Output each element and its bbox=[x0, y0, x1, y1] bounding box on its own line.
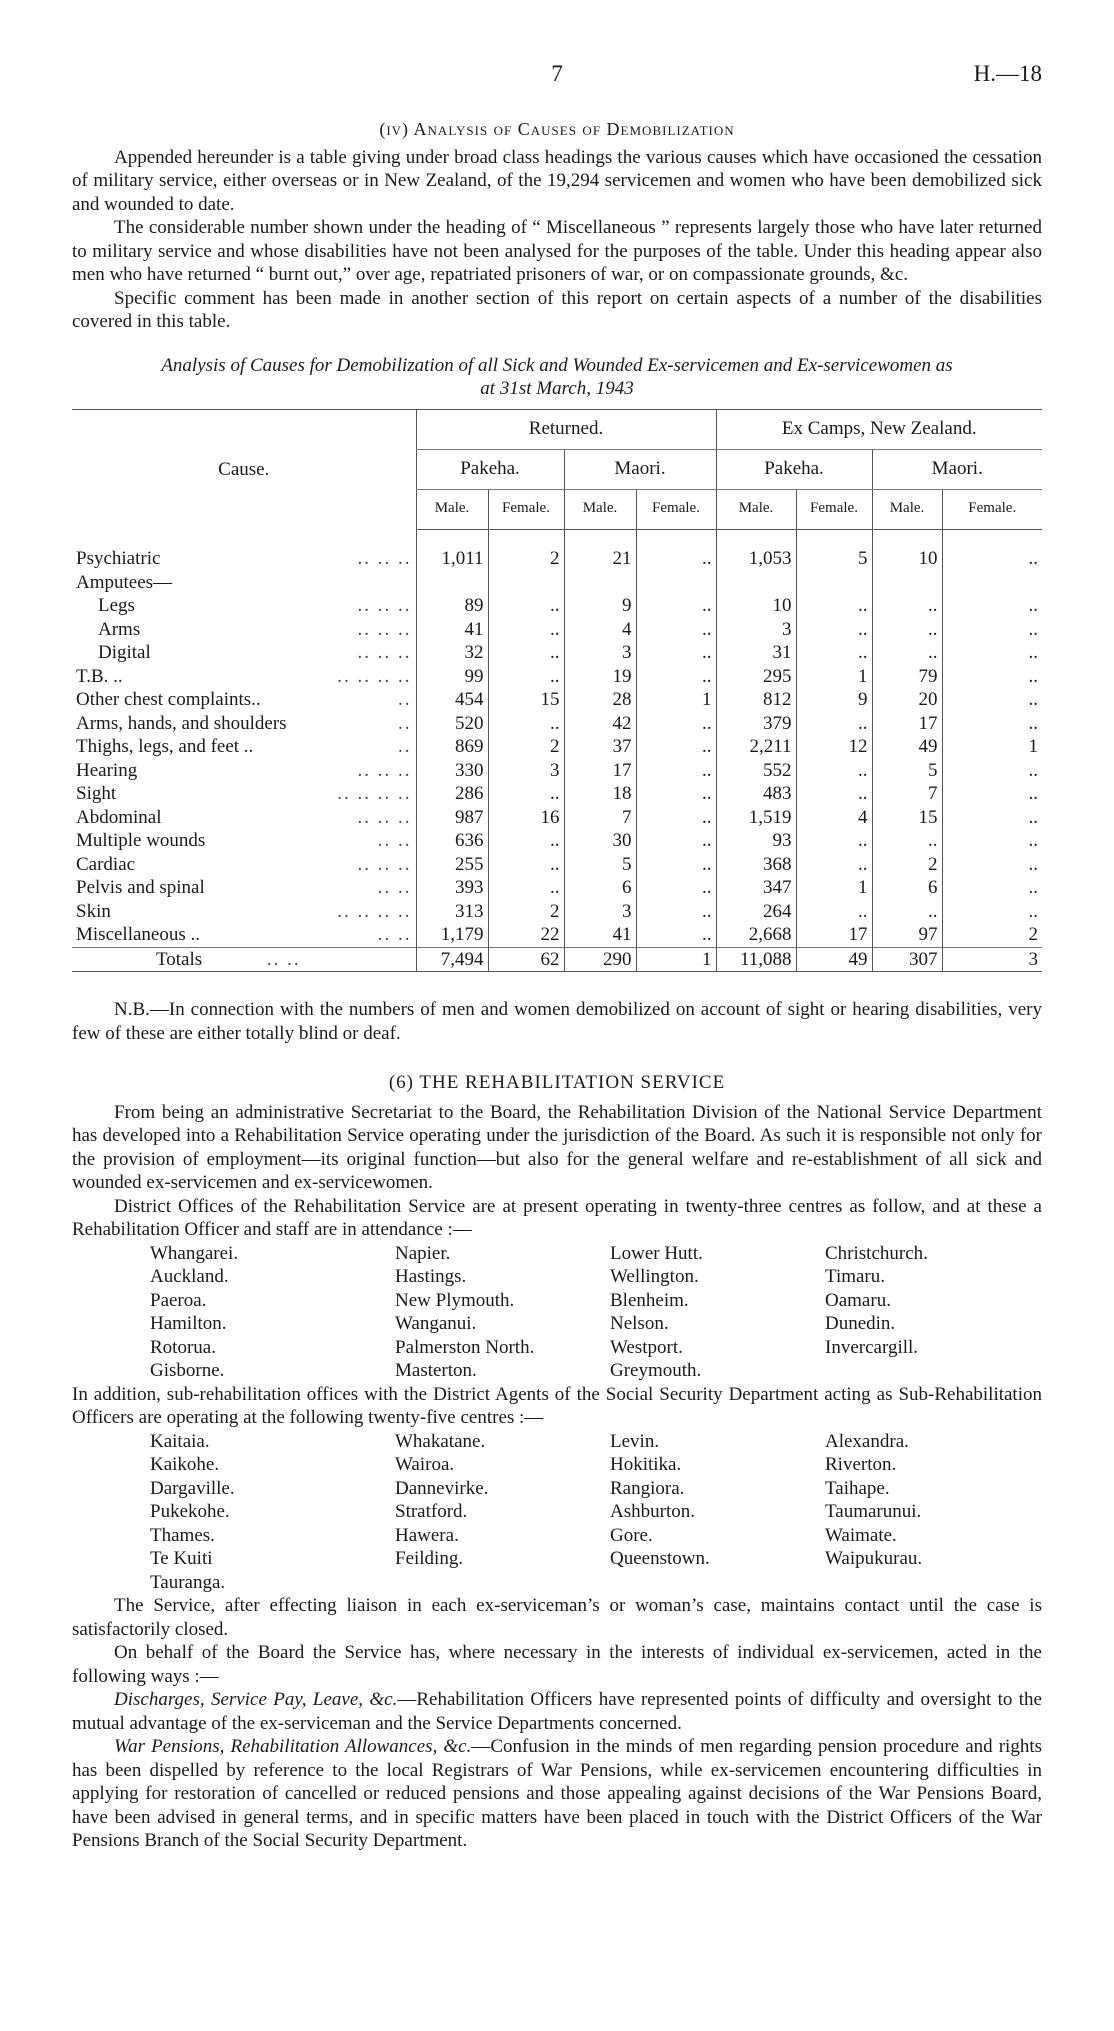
district-centres-list bbox=[150, 1242, 1042, 1383]
value-cell bbox=[416, 571, 488, 595]
value-cell: .. bbox=[796, 759, 872, 783]
centre-name: Te Kuiti bbox=[150, 1548, 213, 1569]
value-cell: .. bbox=[942, 759, 1042, 783]
value-cell: .. bbox=[488, 876, 564, 900]
value-cell: 2,211 bbox=[716, 735, 796, 759]
cause-cell: Miscellaneous .. .. .. bbox=[76, 924, 412, 945]
value-cell: .. bbox=[872, 618, 942, 642]
value-cell: 18 bbox=[564, 782, 636, 806]
paragraph: In addition, sub-rehabilitation offices with the District Agents of the Social Security Department acting as Sub-Rehabilitation Officers are operating at the following twenty-five centres :— bbox=[72, 1383, 1042, 1428]
value-cell: 17 bbox=[796, 923, 872, 947]
value-cell: .. bbox=[796, 900, 872, 924]
centre-name: Nelson. bbox=[610, 1313, 669, 1334]
value-cell: 286 bbox=[416, 782, 488, 806]
centre-name bbox=[610, 1571, 825, 1595]
centre-name: Kaitaia. bbox=[150, 1430, 210, 1452]
value-cell: 97 bbox=[872, 923, 942, 947]
paragraph-lead: Discharges, Service Pay, Leave, &c. bbox=[114, 1689, 398, 1710]
centre-name bbox=[825, 1571, 1025, 1595]
centre-name: Gore. bbox=[610, 1524, 653, 1546]
col-female-header: Female. bbox=[488, 489, 564, 529]
col-male-header: Male. bbox=[564, 489, 636, 529]
centre-name: Palmerston North. bbox=[395, 1336, 535, 1358]
value-cell: .. bbox=[942, 900, 1042, 924]
value-cell: .. bbox=[636, 782, 716, 806]
centre-name bbox=[825, 1359, 1025, 1383]
centre-name: Waipukurau. bbox=[825, 1548, 923, 1569]
value-cell: .. bbox=[942, 712, 1042, 736]
value-cell: 9 bbox=[564, 594, 636, 618]
cause-cell: Multiple wounds .. .. bbox=[76, 830, 412, 851]
table-row bbox=[72, 923, 1042, 947]
centre-name: Taumarunui. bbox=[825, 1501, 922, 1522]
paragraph: Discharges, Service Pay, Leave, &c.—Rehabilitation Officers have represented points of difficulty and oversight to the mutual advantage of the ex-serviceman and the Service Departments concerned. bbox=[72, 1689, 1042, 1734]
value-cell: .. bbox=[942, 853, 1042, 877]
table-row bbox=[72, 900, 1042, 924]
table-row bbox=[72, 876, 1042, 900]
table-row bbox=[72, 712, 1042, 736]
value-cell: .. bbox=[796, 641, 872, 665]
paragraph: On behalf of the Board the Service has, where necessary in the interests of individual ex-servicemen, acted in the following ways :— bbox=[72, 1642, 1042, 1687]
table-row bbox=[72, 688, 1042, 712]
centre-name: Levin. bbox=[610, 1430, 660, 1452]
value-cell: 4 bbox=[564, 618, 636, 642]
value-cell: 1,053 bbox=[716, 547, 796, 571]
value-cell: 3 bbox=[564, 900, 636, 924]
value-cell bbox=[636, 571, 716, 595]
paragraph: War Pensions, Rehabilitation Allowances, &c.—Confusion in the minds of men regarding pension procedure and rights has been dispelled by reference to the local Registrars of War Pensions, while ex-servicemen encountering difficulties in applying for restoration of cancelled or reduced pensions and those appealing against decisions of the War Pensions Board, have been advised in general terms, and in specific matters have been placed in touch with the District Officers of the War Pensions Branch of the Social Security Department. bbox=[72, 1736, 1042, 1851]
centre-name: New Plymouth. bbox=[395, 1289, 515, 1311]
cause-cell: Sight .. .. .. .. bbox=[76, 783, 412, 804]
value-cell: 15 bbox=[872, 806, 942, 830]
value-cell: 379 bbox=[716, 712, 796, 736]
centre-name bbox=[395, 1571, 610, 1595]
value-cell bbox=[716, 571, 796, 595]
centre-name: Dargaville. bbox=[150, 1477, 235, 1499]
value-cell: 89 bbox=[416, 594, 488, 618]
value-cell: 3 bbox=[564, 641, 636, 665]
value-cell: 41 bbox=[564, 923, 636, 947]
table-row bbox=[72, 829, 1042, 853]
cause-cell: Skin .. .. .. .. bbox=[76, 900, 412, 922]
value-cell: .. bbox=[636, 665, 716, 689]
table-row bbox=[72, 759, 1042, 783]
value-cell: 552 bbox=[716, 759, 796, 783]
value-cell: 3 bbox=[488, 759, 564, 783]
value-cell: .. bbox=[942, 665, 1042, 689]
cause-cell: Legs .. .. .. bbox=[98, 595, 412, 616]
paragraph: The Service, after effecting liaison in each ex-serviceman’s or woman’s case, maintains contact until the case is satisfactorily closed. bbox=[72, 1595, 1042, 1640]
centre-name: Dannevirke. bbox=[395, 1477, 489, 1499]
value-cell: .. bbox=[488, 782, 564, 806]
value-cell bbox=[872, 571, 942, 595]
value-cell: 295 bbox=[716, 665, 796, 689]
value-cell: 9 bbox=[796, 688, 872, 712]
value-cell: .. bbox=[488, 853, 564, 877]
value-cell: .. bbox=[796, 618, 872, 642]
centre-name: Auckland. bbox=[150, 1266, 229, 1287]
value-cell: .. bbox=[636, 876, 716, 900]
centre-name: Wellington. bbox=[610, 1266, 699, 1287]
value-cell: 636 bbox=[416, 829, 488, 853]
centre-name: Riverton. bbox=[825, 1454, 897, 1475]
value-cell: 330 bbox=[416, 759, 488, 783]
rehab-section-title: (6) THE REHABILITATION SERVICE bbox=[388, 1072, 726, 1093]
cause-header: Cause. bbox=[218, 458, 270, 480]
value-cell: 255 bbox=[416, 853, 488, 877]
centre-name: Paeroa. bbox=[150, 1289, 207, 1311]
table-row bbox=[72, 806, 1042, 830]
col-female-header: Female. bbox=[636, 489, 716, 529]
value-cell: 20 bbox=[872, 688, 942, 712]
totals-row: Totals .. .. 7,494 62 290 1 11,088 49 307 3 bbox=[72, 947, 1042, 972]
centre-name: Dunedin. bbox=[825, 1313, 896, 1334]
value-cell: .. bbox=[796, 712, 872, 736]
centre-name: Oamaru. bbox=[825, 1289, 891, 1311]
value-cell: 2 bbox=[488, 735, 564, 759]
value-cell: 1,179 bbox=[416, 923, 488, 947]
value-cell: .. bbox=[636, 923, 716, 947]
centre-name: Rotorua. bbox=[150, 1336, 216, 1358]
centre-name: Christchurch. bbox=[825, 1242, 928, 1264]
value-cell: 12 bbox=[796, 735, 872, 759]
value-cell: 21 bbox=[564, 547, 636, 571]
paragraph: The considerable number shown under the heading of “ Miscellaneous ” represents largely those who have later returned to military service and whose disabilities have not been analysed for the purposes of the table. Under this heading appear also men who have returned “ burnt out,” over age, repatriated prisoners of war, or on compassionate grounds, &c. bbox=[72, 217, 1042, 285]
returned-pakeha-header: Pakeha. bbox=[416, 449, 564, 489]
value-cell: 454 bbox=[416, 688, 488, 712]
value-cell: .. bbox=[636, 547, 716, 571]
document-reference: H.—18 bbox=[973, 61, 1042, 86]
value-cell: 42 bbox=[564, 712, 636, 736]
value-cell: .. bbox=[796, 594, 872, 618]
totals-cell: 11,088 bbox=[716, 947, 796, 972]
value-cell: .. bbox=[942, 688, 1042, 712]
col-male-header: Male. bbox=[416, 489, 488, 529]
value-cell: 41 bbox=[416, 618, 488, 642]
totals-cell: 290 bbox=[564, 947, 636, 972]
centre-name: Tauranga. bbox=[150, 1571, 226, 1593]
centre-name: Alexandra. bbox=[825, 1430, 909, 1452]
value-cell: 2 bbox=[488, 900, 564, 924]
value-cell: 483 bbox=[716, 782, 796, 806]
value-cell: 93 bbox=[716, 829, 796, 853]
value-cell: 5 bbox=[796, 547, 872, 571]
value-cell: 869 bbox=[416, 735, 488, 759]
totals-cell: 1 bbox=[636, 947, 716, 972]
value-cell: .. bbox=[636, 900, 716, 924]
centre-name: Masterton. bbox=[395, 1360, 477, 1381]
value-cell: 5 bbox=[564, 853, 636, 877]
table-body bbox=[72, 547, 1042, 947]
cause-cell: Digital .. .. .. bbox=[98, 642, 412, 663]
value-cell: 1 bbox=[636, 688, 716, 712]
value-cell: 3 bbox=[716, 618, 796, 642]
value-cell: 15 bbox=[488, 688, 564, 712]
value-cell: 32 bbox=[416, 641, 488, 665]
value-cell: .. bbox=[872, 829, 942, 853]
returned-maori-header: Maori. bbox=[564, 449, 716, 489]
table-caption: Analysis of Causes for Demobilization of all Sick and Wounded Ex-servicemen and Ex-servicewomen as at 31st March, 1943 bbox=[161, 354, 953, 399]
page-header bbox=[72, 62, 1042, 92]
centre-name: Wanganui. bbox=[395, 1313, 477, 1334]
value-cell bbox=[796, 571, 872, 595]
value-cell: .. bbox=[796, 829, 872, 853]
value-cell: 313 bbox=[416, 900, 488, 924]
group-camps-header: Ex Camps, New Zealand. bbox=[716, 409, 1042, 449]
centre-name: Invercargill. bbox=[825, 1336, 919, 1358]
table-row bbox=[72, 594, 1042, 618]
value-cell: 393 bbox=[416, 876, 488, 900]
centre-name: Greymouth. bbox=[610, 1360, 702, 1381]
centre-name: Stratford. bbox=[395, 1501, 468, 1522]
centre-name: Gisborne. bbox=[150, 1360, 225, 1381]
section-title: (iv) Analysis of Causes of Demobilization bbox=[379, 119, 735, 139]
centre-name: Feilding. bbox=[395, 1548, 464, 1569]
totals-cell: 62 bbox=[488, 947, 564, 972]
cause-cell: Other chest complaints.. .. bbox=[76, 689, 412, 710]
value-cell: .. bbox=[872, 900, 942, 924]
totals-cell: 7,494 bbox=[416, 947, 488, 972]
cause-cell: Abdominal .. .. .. bbox=[76, 806, 412, 828]
col-male-header: Male. bbox=[716, 489, 796, 529]
value-cell: 79 bbox=[872, 665, 942, 689]
value-cell: 1,519 bbox=[716, 806, 796, 830]
value-cell: 2 bbox=[872, 853, 942, 877]
value-cell: .. bbox=[636, 806, 716, 830]
paragraph: From being an administrative Secretariat to the Board, the Rehabilitation Division of the National Service Department has developed into a Rehabilitation Service operating under the jurisdiction of the Board. As such it is responsible not only for the provision of employment—its original function—but also for the general welfare and re-establishment of all sick and wounded ex-servicemen and ex-servicewomen. bbox=[72, 1101, 1042, 1193]
centre-name: Blenheim. bbox=[610, 1289, 689, 1311]
value-cell: 5 bbox=[872, 759, 942, 783]
centre-name: Pukekohe. bbox=[150, 1501, 230, 1522]
table-row bbox=[72, 571, 1042, 595]
demobilization-table bbox=[72, 409, 1042, 973]
centre-name: Hamilton. bbox=[150, 1313, 227, 1334]
value-cell: 30 bbox=[564, 829, 636, 853]
value-cell: 264 bbox=[716, 900, 796, 924]
centre-name: Napier. bbox=[395, 1242, 451, 1264]
value-cell: .. bbox=[636, 853, 716, 877]
centre-name: Whakatane. bbox=[395, 1430, 486, 1452]
value-cell: .. bbox=[942, 876, 1042, 900]
value-cell bbox=[942, 571, 1042, 595]
value-cell: 37 bbox=[564, 735, 636, 759]
value-cell: .. bbox=[872, 594, 942, 618]
value-cell bbox=[488, 571, 564, 595]
cause-cell: Arms .. .. .. bbox=[98, 618, 412, 640]
value-cell: 6 bbox=[564, 876, 636, 900]
page-body bbox=[72, 118, 1042, 1853]
centre-name: Westport. bbox=[610, 1336, 683, 1358]
centre-name: Lower Hutt. bbox=[610, 1242, 703, 1264]
value-cell: .. bbox=[636, 618, 716, 642]
value-cell: 987 bbox=[416, 806, 488, 830]
value-cell: 2 bbox=[488, 547, 564, 571]
value-cell: .. bbox=[636, 829, 716, 853]
cause-cell: Thighs, legs, and feet .. .. bbox=[76, 736, 412, 757]
value-cell: 2,668 bbox=[716, 923, 796, 947]
value-cell: 1 bbox=[796, 665, 872, 689]
value-cell: 31 bbox=[716, 641, 796, 665]
value-cell: 347 bbox=[716, 876, 796, 900]
paragraph: Specific comment has been made in another section of this report on certain aspects of a number of the disabilities covered in this table. bbox=[72, 287, 1042, 332]
centre-name: Waimate. bbox=[825, 1524, 897, 1546]
value-cell: 1,011 bbox=[416, 547, 488, 571]
value-cell: .. bbox=[942, 618, 1042, 642]
table-row bbox=[72, 665, 1042, 689]
value-cell: .. bbox=[636, 594, 716, 618]
value-cell: .. bbox=[942, 806, 1042, 830]
col-female-header: Female. bbox=[796, 489, 872, 529]
value-cell: 7 bbox=[872, 782, 942, 806]
value-cell: .. bbox=[942, 547, 1042, 571]
value-cell: 1 bbox=[942, 735, 1042, 759]
value-cell: 520 bbox=[416, 712, 488, 736]
col-male-header: Male. bbox=[872, 489, 942, 529]
nb-note: N.B.—In connection with the numbers of men and women demobilized on account of sight or hearing disabilities, very few of these are either totally blind or deaf. bbox=[72, 999, 1042, 1044]
value-cell: .. bbox=[942, 641, 1042, 665]
group-returned-header: Returned. bbox=[416, 409, 716, 449]
centre-name: Thames. bbox=[150, 1524, 215, 1546]
value-cell: 1 bbox=[796, 876, 872, 900]
centre-name: Kaikohe. bbox=[150, 1454, 220, 1475]
value-cell: .. bbox=[636, 712, 716, 736]
paragraph-lead: War Pensions, Rehabilitation Allowances, &c. bbox=[114, 1736, 472, 1757]
value-cell: 49 bbox=[872, 735, 942, 759]
value-cell: 17 bbox=[564, 759, 636, 783]
table-row bbox=[72, 641, 1042, 665]
value-cell: 2 bbox=[942, 923, 1042, 947]
value-cell: 99 bbox=[416, 665, 488, 689]
value-cell: 4 bbox=[796, 806, 872, 830]
value-cell: 16 bbox=[488, 806, 564, 830]
table-row bbox=[72, 735, 1042, 759]
camps-pakeha-header: Pakeha. bbox=[716, 449, 872, 489]
table-row bbox=[72, 853, 1042, 877]
value-cell: .. bbox=[796, 853, 872, 877]
value-cell: 28 bbox=[564, 688, 636, 712]
value-cell: .. bbox=[872, 641, 942, 665]
value-cell: .. bbox=[636, 735, 716, 759]
value-cell: 19 bbox=[564, 665, 636, 689]
cause-cell: Arms, hands, and shoulders .. bbox=[76, 712, 412, 734]
paragraph: District Offices of the Rehabilitation Service are at present operating in twenty-three centres as follow, and at these a Rehabilitation Officer and staff are in attendance :— bbox=[72, 1195, 1042, 1240]
centre-name: Hastings. bbox=[395, 1266, 467, 1287]
totals-cell: 49 bbox=[796, 947, 872, 972]
value-cell: .. bbox=[942, 782, 1042, 806]
centre-name: Whangarei. bbox=[150, 1242, 239, 1264]
totals-label: Totals bbox=[156, 948, 203, 970]
col-female-header: Female. bbox=[942, 489, 1042, 529]
cause-cell: Cardiac .. .. .. bbox=[76, 853, 412, 875]
cause-cell: Hearing .. .. .. bbox=[76, 759, 412, 781]
camps-maori-header: Maori. bbox=[872, 449, 1042, 489]
centre-name: Hawera. bbox=[395, 1524, 459, 1546]
value-cell bbox=[564, 571, 636, 595]
value-cell: .. bbox=[488, 712, 564, 736]
value-cell: 10 bbox=[872, 547, 942, 571]
totals-cell: 3 bbox=[942, 947, 1042, 972]
value-cell: 812 bbox=[716, 688, 796, 712]
value-cell: 7 bbox=[564, 806, 636, 830]
paragraph: Appended hereunder is a table giving under broad class headings the various causes which have occasioned the cessation of military service, either overseas or in New Zealand, of the 19,294 servicemen and women who have been demobilized sick and wounded to date. bbox=[72, 146, 1042, 215]
cause-cell: Amputees— bbox=[76, 571, 173, 593]
value-cell: 17 bbox=[872, 712, 942, 736]
value-cell: .. bbox=[488, 618, 564, 642]
totals-cell: 307 bbox=[872, 947, 942, 972]
table-row bbox=[72, 547, 1042, 571]
table-row bbox=[72, 618, 1042, 642]
value-cell: .. bbox=[488, 594, 564, 618]
value-cell: 10 bbox=[716, 594, 796, 618]
value-cell: .. bbox=[636, 759, 716, 783]
centre-name: Hokitika. bbox=[610, 1454, 682, 1475]
centre-name: Taihape. bbox=[825, 1477, 890, 1499]
centre-name: Queenstown. bbox=[610, 1548, 710, 1569]
value-cell: 22 bbox=[488, 923, 564, 947]
value-cell: .. bbox=[636, 641, 716, 665]
cause-cell: T.B. .. .. .. .. .. bbox=[76, 665, 412, 687]
cause-cell: Psychiatric .. .. .. bbox=[76, 548, 412, 569]
centre-name: Wairoa. bbox=[395, 1454, 455, 1475]
sub-centres-list bbox=[150, 1430, 1042, 1595]
value-cell: .. bbox=[942, 829, 1042, 853]
centre-name: Rangiora. bbox=[610, 1477, 685, 1499]
page-number: 7 bbox=[551, 61, 563, 86]
value-cell: .. bbox=[488, 641, 564, 665]
value-cell: .. bbox=[488, 829, 564, 853]
value-cell: .. bbox=[942, 594, 1042, 618]
value-cell: 368 bbox=[716, 853, 796, 877]
value-cell: 6 bbox=[872, 876, 942, 900]
centre-name: Ashburton. bbox=[610, 1501, 695, 1522]
value-cell: .. bbox=[796, 782, 872, 806]
table-row bbox=[72, 782, 1042, 806]
cause-cell: Pelvis and spinal .. .. bbox=[76, 877, 412, 898]
value-cell: .. bbox=[488, 665, 564, 689]
centre-name: Timaru. bbox=[825, 1266, 886, 1287]
